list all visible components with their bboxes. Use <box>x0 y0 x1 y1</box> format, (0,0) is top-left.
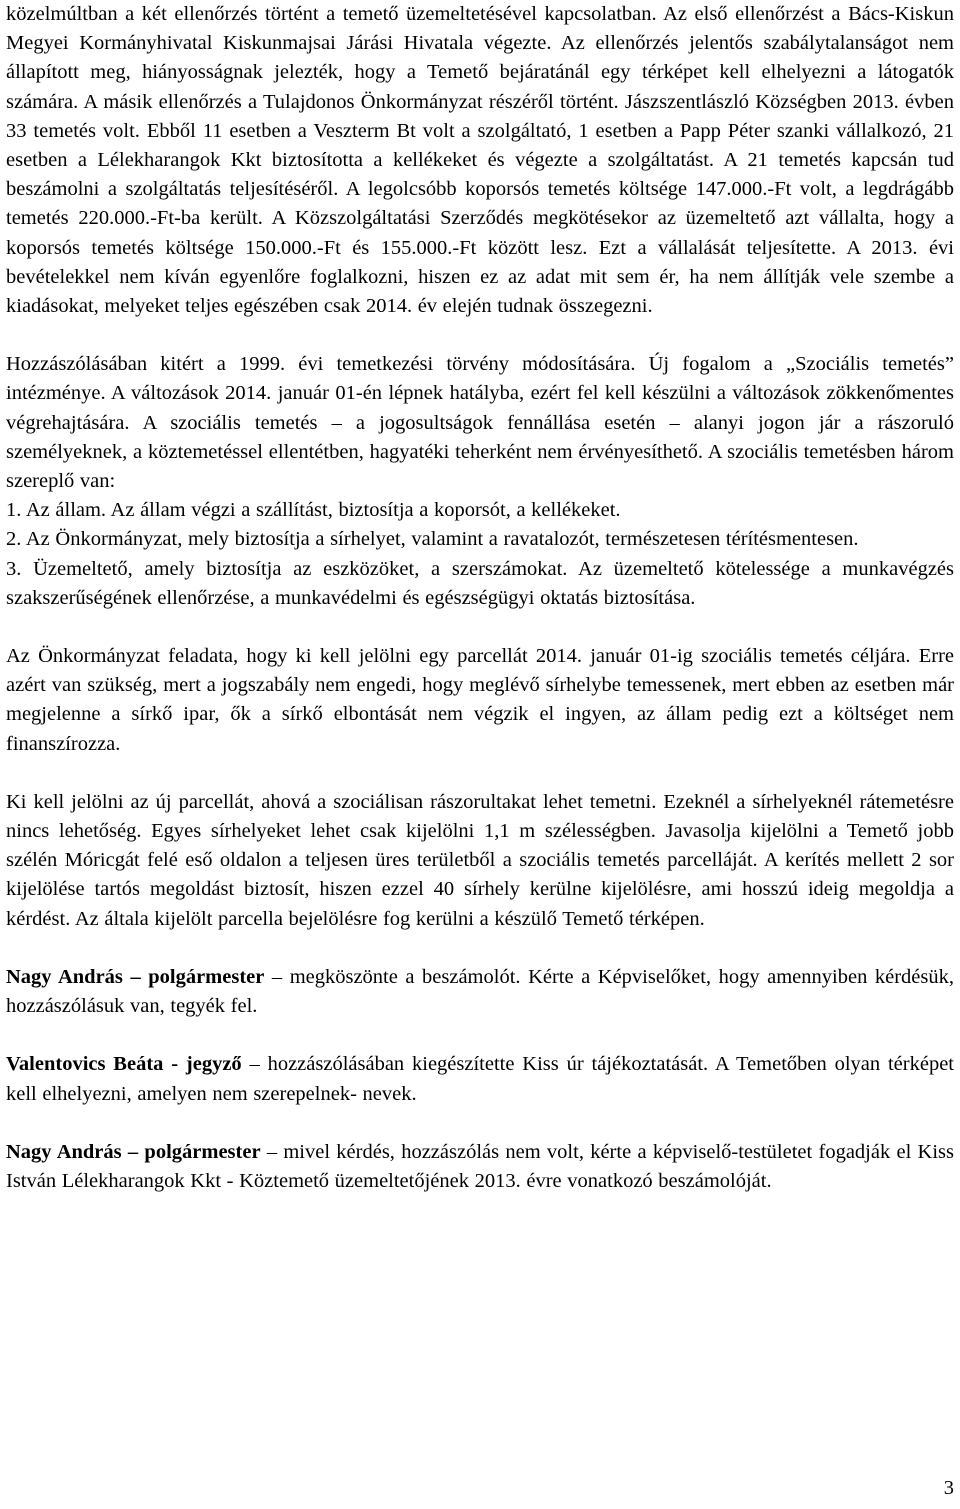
list-item-operator: 3. Üzemeltető, amely biztosítja az eszközöket, a szerszámokat. Az üzemeltető kötelessége a munkavégzés szakszerűségének ellenőrzése, a munkavédelmi és egészségügyi oktatás biztosítása. <box>6 557 954 609</box>
paragraph-social-burial: Hozzászólásában kitért a 1999. évi temetkezési törvény módosítására. Új fogalom a „Szociális temetés” intézménye. A változások 2014. január 01-én lépnek hatályba, ezért fel kell készülni a változások zökkenőmentes végrehajtására. A szociális temetés – a jogosultságok fennállása esetén – alanyi jogon jár a rászoruló személyeknek, a köztemetéssel ellentétben, hagyatéki teherként nem érvényesíthető. A szociális temetésben három szereplő van: <box>6 353 954 493</box>
document-page <box>6 0 954 1196</box>
speaker-text: – hozzászólásában kiegészítette Kiss úr tájékoztatását. A Temetőben olyan térképet kell elhelyezni, amelyen nem szerepelnek- nevek. <box>6 1053 954 1105</box>
speaker-name: Valentovics Beáta - jegyző <box>6 1053 242 1076</box>
paragraph-notary-comment <box>6 1050 954 1108</box>
speaker-text: – mivel kérdés, hozzászólás nem volt, kérte a képviselő-testületet fogadják el Kiss István Lélekharangok Kkt - Köztemető üzemeltetőjének 2013. évre vonatkozó beszámolóját. <box>6 1140 954 1192</box>
paragraph-spacer <box>6 934 954 963</box>
paragraph-spacer <box>6 1109 954 1138</box>
paragraph-mayor-thanks <box>6 963 954 1021</box>
paragraph-inspection-report: közelmúltban a két ellenőrzés történt a temető üzemeltetésével kapcsolatban. Az első ellenőrzést a Bács-Kiskun Megyei Kormányhivatal Kiskunmajsai Járási Hivatala végezte. Az ellenőrzés jelentős szabálytalanságot nem állapított meg, hiányosságnak jelezték, hogy a Temető bejáratánál egy térképet kell elhelyezni a látogatók számára. A másik ellenőrzés a Tulajdonos Önkormányzat részéről történt. Jászszentlászló Községben 2013. évben 33 temetés volt. Ebből 11 esetben a Veszterm Bt volt a szolgáltató, 1 esetben a Papp Péter szanki vállalkozó, 21 esetben a Lélekharangok Kkt biztosította a kellékeket és végezte a szolgáltatást. A 21 temetés kapcsán tud beszámolni a szolgáltatás teljesítéséről. A legolcsóbb koporsós temetés költsége 147.000.-Ft volt, a legdrágább temetés 220.000.-Ft-ba került. A Közszolgáltatási Szerződés megkötésekor az üzemeltető azt vállalta, hogy a koporsós temetés költsége 150.000.-Ft és 155.000.-Ft között lesz. Ezt a vállalását teljesítette. A 2013. évi bevételekkel nem kíván egyenlőre foglalkozni, hiszen ez az adat mit sem ér, ha nem állítják vele szembe a kiadásokat, melyeket teljes egészében csak 2014. év elején tudnak összegezni. <box>6 3 954 318</box>
paragraph-spacer <box>6 321 954 350</box>
speaker-name: Nagy András – polgármester <box>6 965 265 988</box>
paragraph-new-plot: Ki kell jelölni az új parcellát, ahová a szociálisan rászorultakat lehet temetni. Ezeknél a sírhelyeknél rátemetésre nincs lehetőség. Egyes sírhelyeket lehet csak kijelölni 1,1 m szélességben. Javasolja kijelölni a Temető jobb szélén Móricgát felé eső oldalon a teljesen üres területből a szociális temetés parcelláját. A kerítés mellett 2 sor kijelölése tartós megoldást biztosít, hiszen ezzel 40 sírhely kerülne kijelölésre, ami hosszú ideig megoldja a kérdést. Az általa kijelölt parcella bejelölésre fog kerülni a készülő Temető térképen. <box>6 790 954 930</box>
speaker-name: Nagy András – polgármester <box>6 1140 261 1163</box>
paragraph-spacer <box>6 1021 954 1050</box>
speaker-text: – megköszönte a beszámolót. Kérte a Képviselőket, hogy amennyiben kérdésük, hozzászólásuk van, tegyék fel. <box>6 965 954 1018</box>
page-number: 3 <box>943 1477 954 1499</box>
paragraph-municipality-task: Az Önkormányzat feladata, hogy ki kell jelölni egy parcellát 2014. január 01-ig szociális temetés céljára. Erre azért van szükség, mert a jogszabály nem engedi, hogy meglévő sírhelybe temessenek, mert ebben az esetben már megjelenne a sírkő ipar, ők a sírkő elbontását nem végzik el ingyen, az állam pedig ezt a költséget nem finanszírozza. <box>6 645 954 755</box>
paragraph-spacer <box>6 759 954 788</box>
list-item-municipality: 2. Az Önkormányzat, mely biztosítja a sírhelyet, valamint a ravatalozót, természetesen térítésmentesen. <box>6 528 859 551</box>
list-item-state: 1. Az állam. Az állam végzi a szállítást, biztosítja a koporsót, a kellékeket. <box>6 499 621 522</box>
paragraph-mayor-motion <box>6 1138 954 1196</box>
paragraph-spacer <box>6 613 954 642</box>
